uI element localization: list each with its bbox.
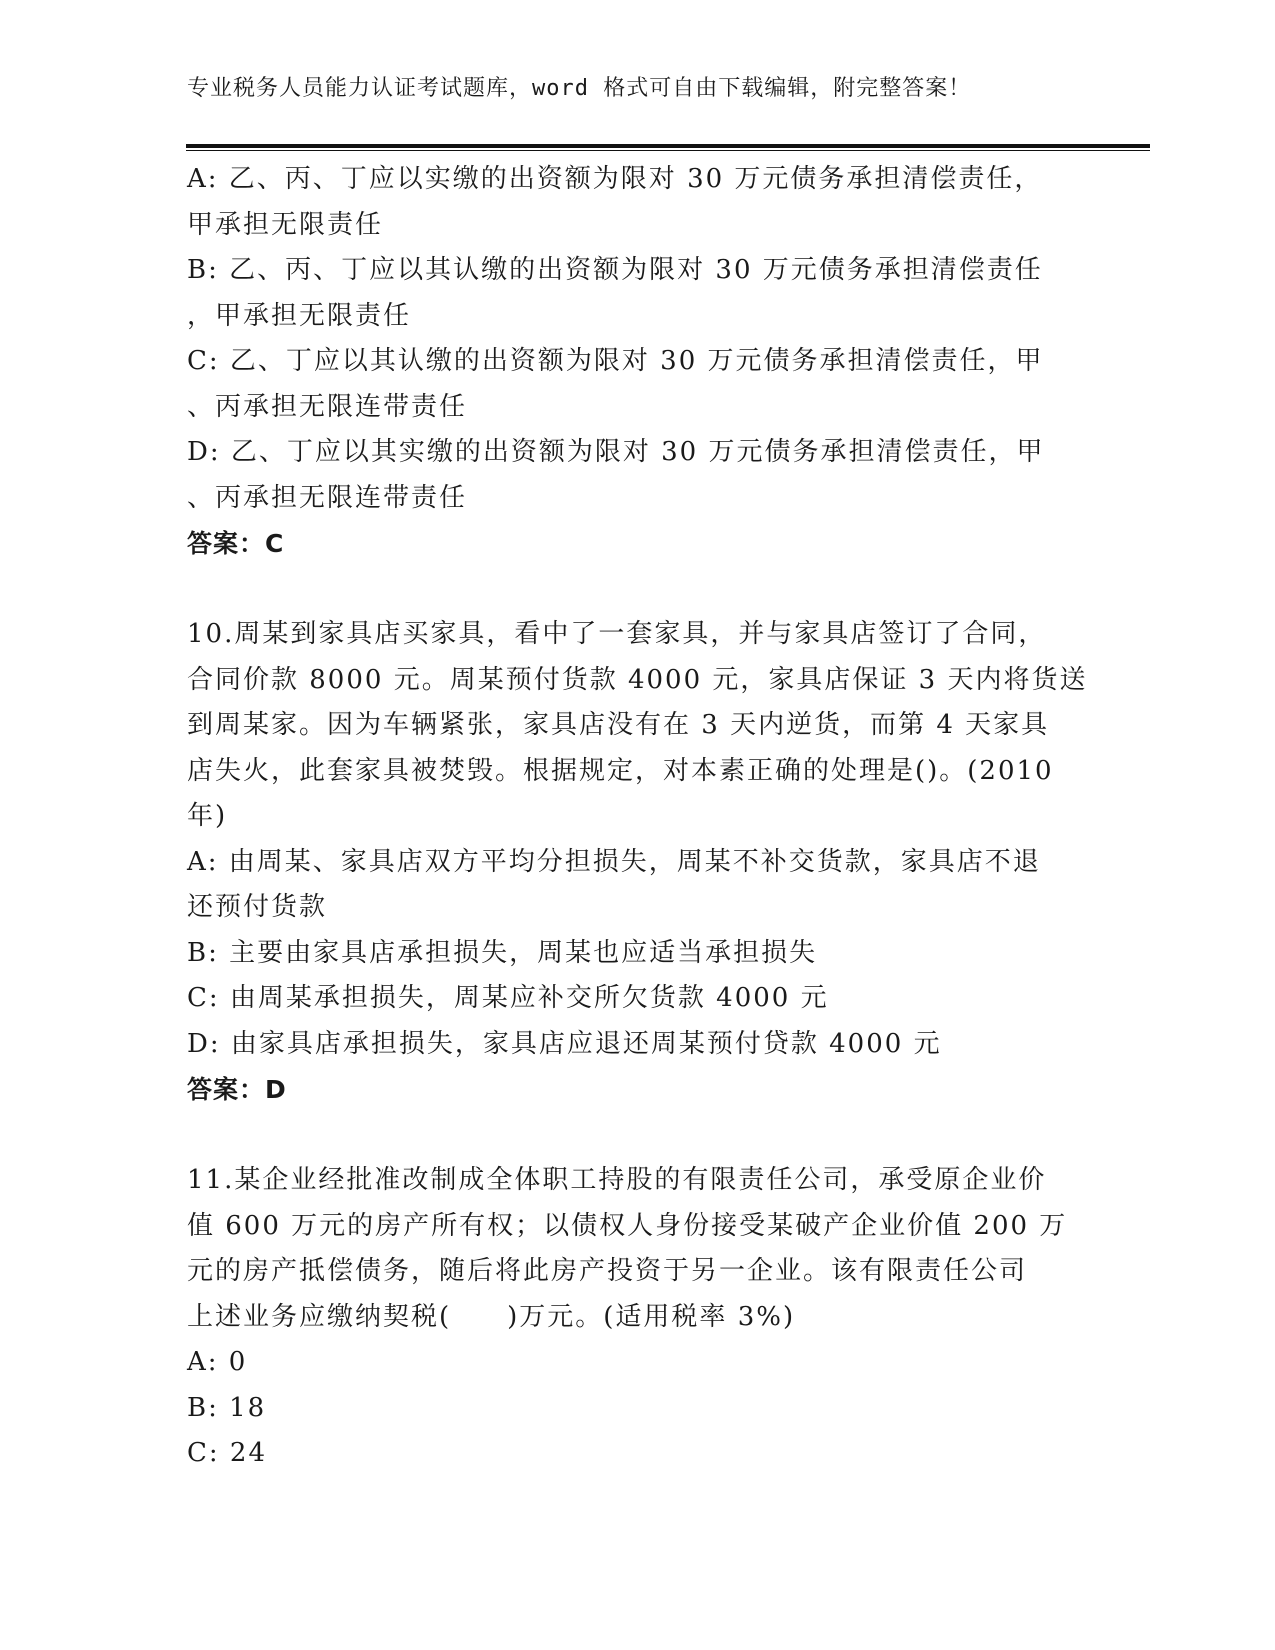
- option-line: 还预付货款: [187, 892, 328, 922]
- q10-option-d: D: 由家具店承担损失，家具店应退还周某预付贷款 4000 元: [187, 1028, 942, 1059]
- q9-answer: 答案：C: [187, 529, 285, 558]
- q9-option-d: [187, 430, 1087, 521]
- option-line: B: 乙、丙、丁应以其认缴的出资额为限对 30 万元债务承担清偿责任: [187, 255, 1043, 285]
- option-line: A: 乙、丙、丁应以实缴的出资额为限对 30 万元债务承担清偿责任，: [187, 164, 1043, 194]
- q9-option-b: [187, 248, 1087, 339]
- option-line: 、丙承担无限连带责任: [187, 482, 468, 513]
- stem-line: 年): [187, 801, 228, 831]
- q9-option-a: [187, 157, 1087, 248]
- stem-line: 合同价款 8000 元。周某预付货款 4000 元，家具店保证 3 天内将货送: [187, 664, 1088, 695]
- page-header: 专业税务人员能力认证考试题库，word 格式可自由下载编辑，附完整答案！: [187, 76, 972, 101]
- document-body: [187, 157, 1087, 1477]
- q11-option-c: C: 24: [187, 1438, 268, 1468]
- spacer: [187, 1113, 1087, 1159]
- header-rule-thin: [186, 150, 1150, 151]
- stem-line: 元的房产抵偿债务，随后将此房产投资于另一企业。该有限责任公司: [187, 1256, 1028, 1286]
- option-line: D: 乙、丁应以其实缴的出资额为限对 30 万元债务承担清偿责任，甲: [187, 437, 1045, 467]
- q11-option-b: B: 18: [187, 1392, 267, 1423]
- option-line: C: 乙、丁应以其认缴的出资额为限对 30 万元债务承担清偿责任，甲: [187, 346, 1044, 376]
- option-line: 甲承担无限责任: [187, 209, 384, 240]
- header-rule-thick: [186, 144, 1150, 148]
- q10-stem: [187, 612, 1087, 840]
- stem-line: 10.周某到家具店买家具，看中了一套家具，并与家具店签订了合同，: [187, 619, 1047, 649]
- q9-option-c: [187, 339, 1087, 430]
- q10-option-b: B: 主要由家具店承担损失，周某也应适当承担损失: [187, 937, 818, 968]
- stem-line: 值 600 万元的房产所有权；以债权人身份接受某破产企业价值 200 万: [187, 1210, 1068, 1241]
- option-line: 、丙承担无限连带责任: [187, 391, 468, 422]
- q11-stem: [187, 1158, 1087, 1340]
- stem-line: 上述业务应缴纳契税( )万元。(适用税率 3%): [187, 1301, 796, 1332]
- q10-answer: 答案：D: [187, 1075, 287, 1104]
- stem-line: 11.某企业经批准改制成全体职工持股的有限责任公司，承受原企业价: [187, 1165, 1047, 1195]
- stem-line: 店失火，此套家具被焚毁。根据规定，对本素正确的处理是()。(2010: [187, 755, 1054, 786]
- q11-option-a: A: 0: [187, 1347, 248, 1377]
- q10-option-a: [187, 840, 1087, 931]
- option-line: A: 由周某、家具店双方平均分担损失，周某不补交货款，家具店不退: [187, 846, 1041, 877]
- spacer: [187, 567, 1087, 613]
- option-line: ，甲承担无限责任: [187, 300, 412, 331]
- stem-line: 到周某家。因为车辆紧张，家具店没有在 3 天内逆货，而第 4 天家具: [187, 710, 1050, 740]
- q10-option-c: C: 由周某承担损失，周某应补交所欠货款 4000 元: [187, 983, 829, 1013]
